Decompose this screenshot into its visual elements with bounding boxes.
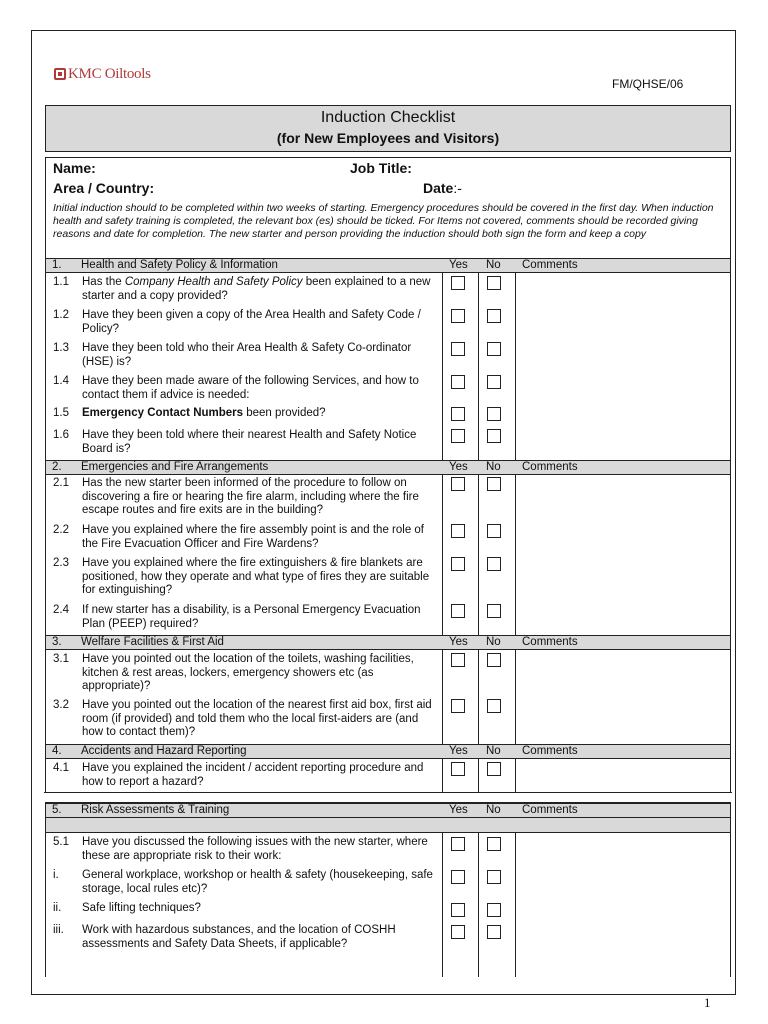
item-text: Have they been told where their nearest Health and Safety Notice Board is? — [82, 429, 417, 455]
no-checkbox[interactable] — [487, 762, 501, 776]
no-header: No — [486, 461, 501, 473]
item-text-strong: Emergency Contact Numbers — [82, 407, 244, 419]
section-header-5 — [46, 803, 730, 818]
yes-checkbox[interactable] — [451, 604, 465, 618]
no-checkbox[interactable] — [487, 276, 501, 290]
no-header: No — [486, 804, 501, 816]
yes-checkbox[interactable] — [451, 653, 465, 667]
no-header: No — [486, 745, 501, 757]
no-checkbox[interactable] — [487, 925, 501, 939]
item-text: Have they been told who their Area Health & Safety Co-ordinator (HSE) is? — [82, 342, 412, 368]
section-number: 5. — [52, 804, 62, 816]
no-checkbox[interactable] — [487, 604, 501, 618]
section-title: Health and Safety Policy & Information — [81, 259, 278, 271]
section-number: 3. — [52, 636, 62, 648]
section-header-1 — [46, 258, 730, 273]
company-logo — [54, 60, 166, 88]
item-number: iii. — [53, 924, 64, 936]
no-header: No — [486, 636, 501, 648]
comments-header: Comments — [522, 461, 578, 473]
item-text-pre: Has the — [82, 276, 125, 288]
item-number: 1.3 — [53, 342, 69, 354]
no-checkbox[interactable] — [487, 524, 501, 538]
intro-instructions: Initial induction should to be completed within two weeks of starting. Emergency procedures should be covered in the first day. When induction health and safety training is completed, the relevant box (es) should be ticked. For Items not covered, comments should be recorded giving reasons and date for completion. The new starter and person providing the induction should both sign the form and keep a copy — [53, 202, 714, 240]
form-code: FM/QHSE/06 — [612, 77, 684, 91]
no-checkbox[interactable] — [487, 342, 501, 356]
yes-checkbox[interactable] — [451, 903, 465, 917]
section-title: Welfare Facilities & First Aid — [81, 636, 224, 648]
item-text — [82, 407, 442, 421]
item-number: 1.4 — [53, 375, 69, 387]
item-text-post: been explained to a new starter and a copy provided? — [82, 276, 431, 302]
item-number: 2.1 — [53, 477, 69, 489]
logo-text: KMC Oiltools — [68, 65, 151, 82]
item-number: 2.4 — [53, 604, 69, 616]
yes-checkbox[interactable] — [451, 762, 465, 776]
yes-header: Yes — [449, 745, 468, 757]
page-subtitle: (for New Employees and Visitors) — [276, 130, 500, 146]
page-number: 1 — [704, 995, 711, 1010]
item-number: 2.3 — [53, 557, 69, 569]
item-text: Have they been made aware of the following Services, and how to contact them if advice is needed: — [82, 375, 419, 401]
no-checkbox[interactable] — [487, 837, 501, 851]
item-text: Have you pointed out the location of the nearest first aid box, first aid room (if provided) and told them who the local first-aiders are (and how to contact them)? — [82, 699, 432, 738]
yes-checkbox[interactable] — [451, 699, 465, 713]
comments-header: Comments — [522, 804, 578, 816]
item-text: If new starter has a disability, is a Personal Emergency Evacuation Plan (PEEP) required? — [82, 604, 421, 630]
item-number: ii. — [53, 902, 62, 914]
column-divider-comments — [515, 258, 516, 792]
yes-header: Yes — [449, 461, 468, 473]
column-divider-no — [478, 258, 479, 792]
yes-checkbox[interactable] — [451, 407, 465, 421]
date-suffix: :- — [453, 180, 462, 196]
item-text — [82, 276, 442, 303]
item-number: 1.2 — [53, 309, 69, 321]
yes-header: Yes — [449, 636, 468, 648]
item-text-post: been provided? — [243, 407, 326, 419]
date-label — [423, 180, 462, 196]
section-header-3 — [46, 635, 730, 650]
item-text: Have you explained where the fire extinguishers & fire blankets are positioned, how they operate and what type of fires they are suitable for extinguishing? — [82, 557, 430, 596]
no-checkbox[interactable] — [487, 407, 501, 421]
section-header-4 — [46, 744, 730, 759]
item-text: Safe lifting techniques? — [82, 902, 201, 914]
date-label-text: Date — [423, 180, 454, 196]
section-title: Risk Assessments & Training — [81, 804, 230, 816]
item-text: Have you explained the incident / accident reporting procedure and how to report a hazard? — [82, 762, 424, 788]
section-number: 2. — [52, 461, 62, 473]
name-label: Name: — [53, 160, 96, 176]
yes-header: Yes — [449, 804, 468, 816]
item-number: 4.1 — [53, 762, 69, 774]
section-title: Accidents and Hazard Reporting — [81, 745, 247, 757]
section-number: 1. — [52, 259, 62, 271]
yes-checkbox[interactable] — [451, 837, 465, 851]
item-text: Have they been given a copy of the Area Health and Safety Code / Policy? — [82, 309, 421, 335]
no-checkbox[interactable] — [487, 429, 501, 443]
yes-checkbox[interactable] — [451, 524, 465, 538]
section-5-spacer — [46, 818, 730, 833]
yes-checkbox[interactable] — [451, 557, 465, 571]
item-number: 1.1 — [53, 276, 69, 288]
comments-header: Comments — [522, 745, 578, 757]
section-header-2 — [46, 460, 730, 475]
area-country-label: Area / Country: — [53, 180, 155, 196]
section-number: 4. — [52, 745, 62, 757]
no-checkbox[interactable] — [487, 653, 501, 667]
no-checkbox[interactable] — [487, 557, 501, 571]
item-text: Work with hazardous substances, and the location of COSHH assessments and Safety Data Sheets, if applicable? — [82, 924, 396, 950]
item-text: Have you pointed out the location of the toilets, washing facilities, kitchen & rest areas, lockers, emergency showers etc (as appropriate)? — [82, 653, 414, 692]
yes-checkbox[interactable] — [451, 276, 465, 290]
item-number: 3.1 — [53, 653, 69, 665]
item-text-emphasis: Company Health and Safety Policy — [124, 276, 303, 288]
section-title: Emergencies and Fire Arrangements — [81, 461, 269, 473]
yes-checkbox[interactable] — [451, 925, 465, 939]
yes-checkbox[interactable] — [451, 342, 465, 356]
item-number: 1.6 — [53, 429, 69, 441]
item-number: 5.1 — [53, 836, 69, 848]
no-checkbox[interactable] — [487, 903, 501, 917]
yes-checkbox[interactable] — [451, 429, 465, 443]
yes-header: Yes — [449, 259, 468, 271]
yes-checkbox[interactable] — [451, 477, 465, 491]
item-text: Has the new starter been informed of the procedure to follow on discovering a fire or hearing the fire alarm, including where the fire escape routes and fire exits are in the building? — [82, 477, 419, 516]
item-text: Have you discussed the following issues with the new starter, where these are appropriate risk to their work: — [82, 836, 428, 862]
comments-header: Comments — [522, 259, 578, 271]
comments-header: Comments — [522, 636, 578, 648]
item-number: 1.5 — [53, 407, 69, 419]
item-text: Have you explained where the fire assembly point is and the role of the Fire Evacuation Officer and Fire Wardens? — [82, 524, 425, 550]
yes-checkbox[interactable] — [451, 375, 465, 389]
no-header: No — [486, 259, 501, 271]
job-title-label: Job Title: — [350, 160, 412, 176]
page-title: Induction Checklist — [320, 109, 456, 126]
logo-mark-icon — [54, 68, 66, 80]
no-checkbox[interactable] — [487, 870, 501, 884]
no-checkbox[interactable] — [487, 699, 501, 713]
yes-checkbox[interactable] — [451, 870, 465, 884]
no-checkbox[interactable] — [487, 309, 501, 323]
item-number: i. — [53, 869, 59, 881]
item-number: 3.2 — [53, 699, 69, 711]
yes-checkbox[interactable] — [451, 309, 465, 323]
item-text: General workplace, workshop or health & safety (housekeeping, safe storage, local rules etc)? — [82, 869, 433, 895]
no-checkbox[interactable] — [487, 477, 501, 491]
item-number: 2.2 — [53, 524, 69, 536]
column-divider-yes — [442, 258, 443, 792]
no-checkbox[interactable] — [487, 375, 501, 389]
title-box — [45, 105, 731, 152]
